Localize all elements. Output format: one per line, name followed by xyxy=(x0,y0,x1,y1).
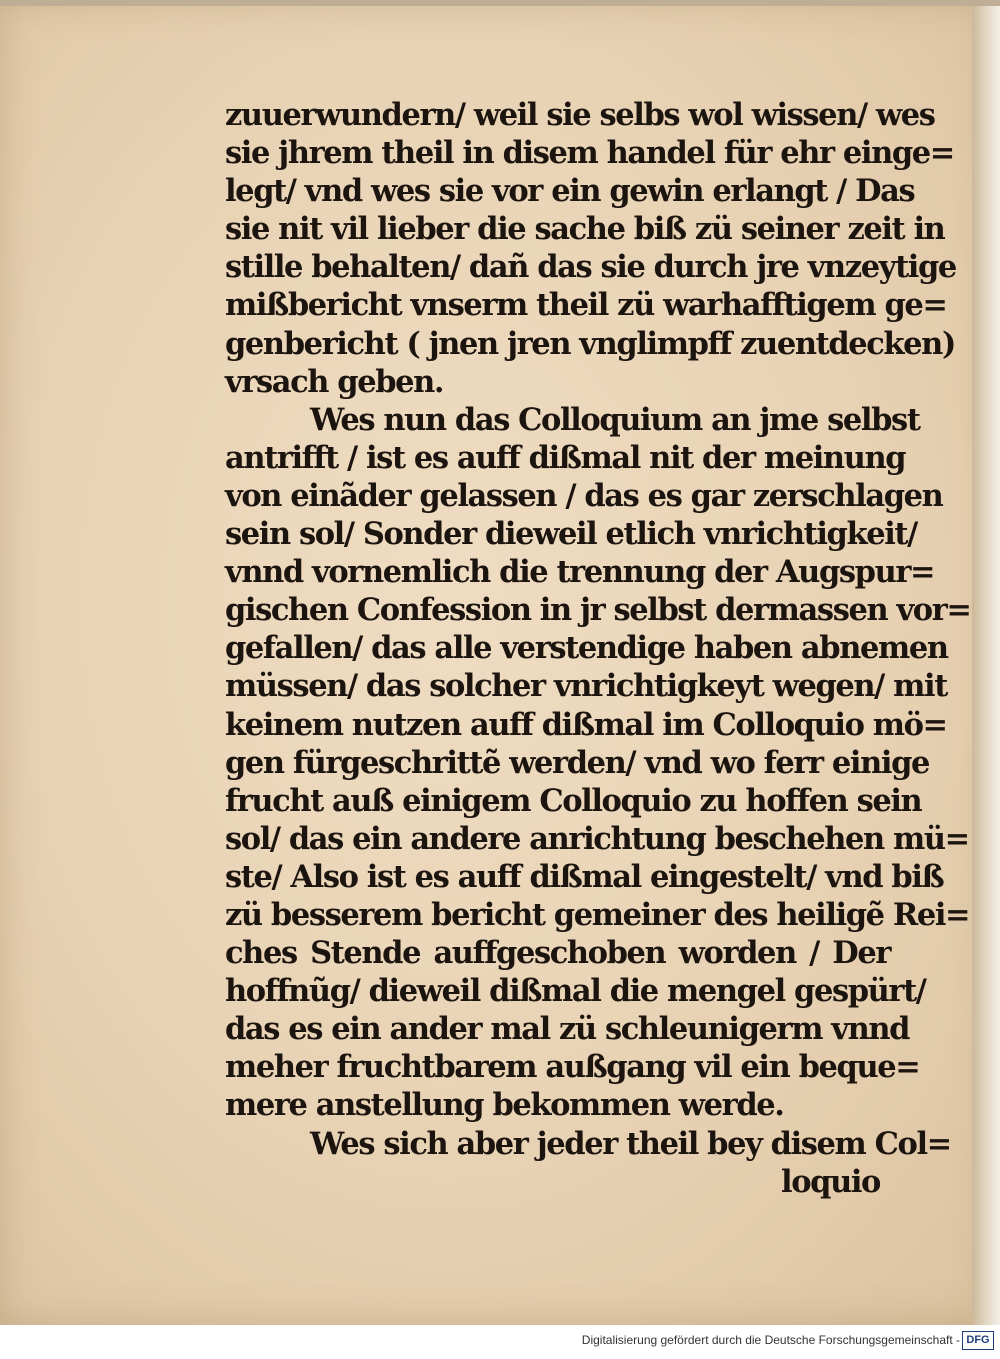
catchword: loquio xyxy=(781,1163,880,1200)
paragraph-start-line: Wes nun das Colloquium an jme selbst xyxy=(310,401,920,438)
funding-notice: Digitalisierung gefördert durch die Deutsche Forschungsgemeinschaft - xyxy=(581,1333,960,1347)
text-line: gischen Confession in jr selbst dermassen vor= xyxy=(225,592,971,629)
text-line: ches Stende auffgeschoben worden / Der xyxy=(225,935,890,972)
text-line: sie nit vil lieber die sache biß zü seiner zeit in xyxy=(225,211,945,248)
text-line: stille behalten/ dañ das sie durch jre vnzeytige xyxy=(225,249,956,286)
fraktur-text-block xyxy=(225,96,971,1201)
text-line: mißbericht vnserm theil zü warhafftigem ge= xyxy=(225,287,947,324)
footer-bar xyxy=(0,1325,1000,1359)
text-line: zuuerwundern/ weil sie selbs wol wissen/ wes xyxy=(225,97,935,133)
page-edge xyxy=(972,0,1000,1325)
dfg-logo: DFG xyxy=(962,1331,994,1350)
text-line: vnnd vornemlich die trennung der Augspur= xyxy=(225,554,935,591)
text-line: hoffnũg/ dieweil dißmal die mengel gespürt/ xyxy=(225,973,926,1010)
text-line: vrsach geben. xyxy=(225,363,444,400)
text-line: sein sol/ Sonder dieweil etlich vnrichtigkeit/ xyxy=(225,516,917,553)
text-line: legt/ vnd wes sie vor ein gewin erlangt / Das xyxy=(225,173,915,210)
text-line: meher fruchtbarem außgang vil ein beque= xyxy=(225,1049,920,1086)
text-line: gen fürgeschrittẽ werden/ vnd wo ferr einige xyxy=(225,744,930,781)
text-line: gefallen/ das alle verstendige haben abnemen xyxy=(225,630,948,667)
text-line: genbericht ( jnen jren vnglimpff zuentdecken) xyxy=(225,325,955,362)
text-line: zü besserem bericht gemeiner des heiligẽ Rei= xyxy=(225,896,970,933)
text-line: mere anstellung bekommen werde. xyxy=(225,1087,784,1124)
text-line: ste/ Also ist es auff dißmal eingestelt/ vnd biß xyxy=(225,858,944,895)
text-line: sie jhrem theil in disem handel für ehr einge= xyxy=(225,135,954,172)
text-line: von einãder gelassen / das es gar zerschlagen xyxy=(225,477,943,514)
paragraph-start-line: Wes sich aber jeder theil bey disem Col= xyxy=(310,1125,951,1162)
top-strip xyxy=(0,0,1000,6)
text-line: das es ein ander mal zü schleunigerm vnnd xyxy=(225,1011,910,1048)
text-line: antrifft / ist es auff dißmal nit der meinung xyxy=(225,439,906,476)
text-line: frucht auß einigem Colloquio zu hoffen sein xyxy=(225,782,922,819)
text-line: sol/ das ein andere anrichtung beschehen mü= xyxy=(225,820,969,857)
text-line: müssen/ das solcher vnrichtigkeyt wegen/ mit xyxy=(225,668,947,705)
text-line: keinem nutzen auff dißmal im Colloquio mö= xyxy=(225,706,947,743)
